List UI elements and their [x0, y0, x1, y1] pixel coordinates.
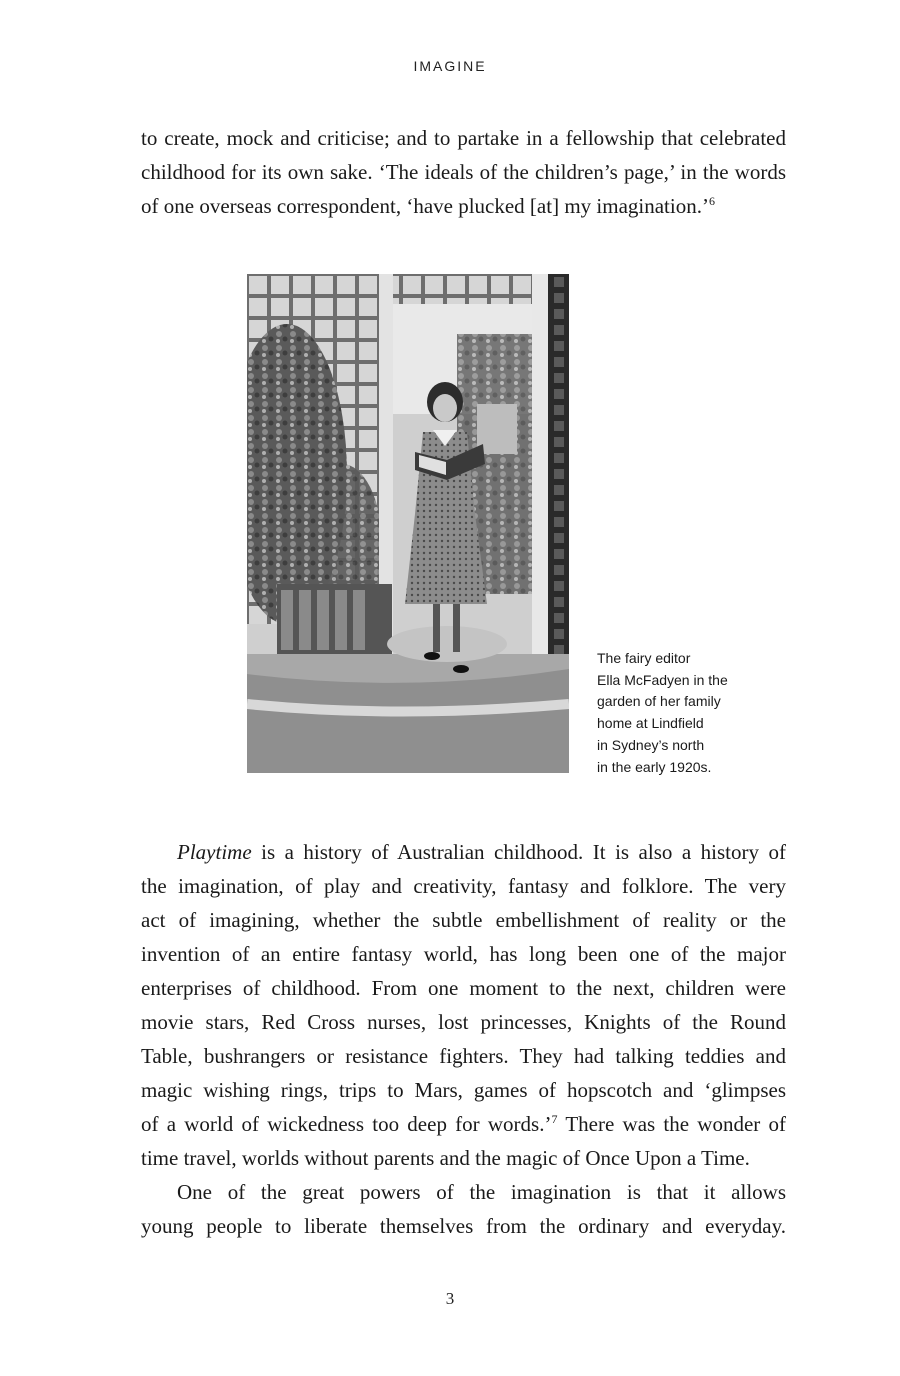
page-number: 3	[445, 1289, 455, 1308]
text-line: movie stars, Red Cross nurses, lost princesses, Knights of the Round	[141, 1010, 786, 1034]
garden-photo-illustration	[247, 274, 569, 773]
footnote-marker: 6	[708, 194, 715, 208]
running-head: IMAGINE	[413, 58, 487, 74]
text-line: magic wishing rings, trips to Mars, games of hopscotch and ‘glimpses	[141, 1078, 786, 1102]
text-line-content: There was the wonder of	[557, 1112, 786, 1136]
text-line: One of the great powers of the imagination is that it allows	[177, 1180, 786, 1204]
text-line: enterprises of childhood. From one moment to the next, children were	[141, 976, 786, 1000]
caption-line: in the early 1920s.	[597, 758, 712, 775]
text-line-content: of a world of wickedness too deep for words.’	[141, 1112, 552, 1136]
caption-line: in Sydney’s north	[597, 736, 705, 753]
text-line: Table, bushrangers or resistance fighters. They had talking teddies and	[141, 1044, 786, 1068]
text-line	[141, 189, 786, 223]
main-text	[141, 835, 786, 1243]
photograph	[247, 274, 569, 773]
caption-line: garden of her family	[597, 693, 721, 710]
caption-line: Ella McFadyen in the	[597, 671, 728, 688]
footnote-marker: 7	[551, 1112, 558, 1126]
text-line: invention of an entire fantasy world, has long been one of the major	[141, 942, 786, 966]
text-line: the imagination, of play and creativity, fantasy and folklore. The very	[141, 874, 786, 898]
caption-line: home at Lindfield	[597, 715, 704, 732]
text-line	[141, 1107, 786, 1141]
text-line: time travel, worlds without parents and the magic of Once Upon a Time.	[141, 1146, 750, 1170]
text-line: to create, mock and criticise; and to partake in a fellowship that celebrated	[141, 126, 786, 150]
text-line: young people to liberate themselves from the ordinary and everyday.	[141, 1214, 786, 1238]
caption-line: The fairy editor	[597, 650, 691, 666]
photo-caption	[597, 648, 787, 778]
text-line	[141, 835, 786, 869]
text-line-content: of one overseas correspondent, ‘have plucked [at] my imagination.’	[141, 194, 709, 218]
text-line: childhood for its own sake. ‘The ideals of the children’s page,’ in the words	[141, 160, 786, 184]
book-title: Playtime	[177, 840, 252, 864]
text-line-content: is a history of Australian childhood. It is also a history of	[251, 840, 786, 864]
top-paragraph	[141, 121, 786, 223]
text-line: act of imagining, whether the subtle embellishment of reality or the	[141, 908, 786, 932]
